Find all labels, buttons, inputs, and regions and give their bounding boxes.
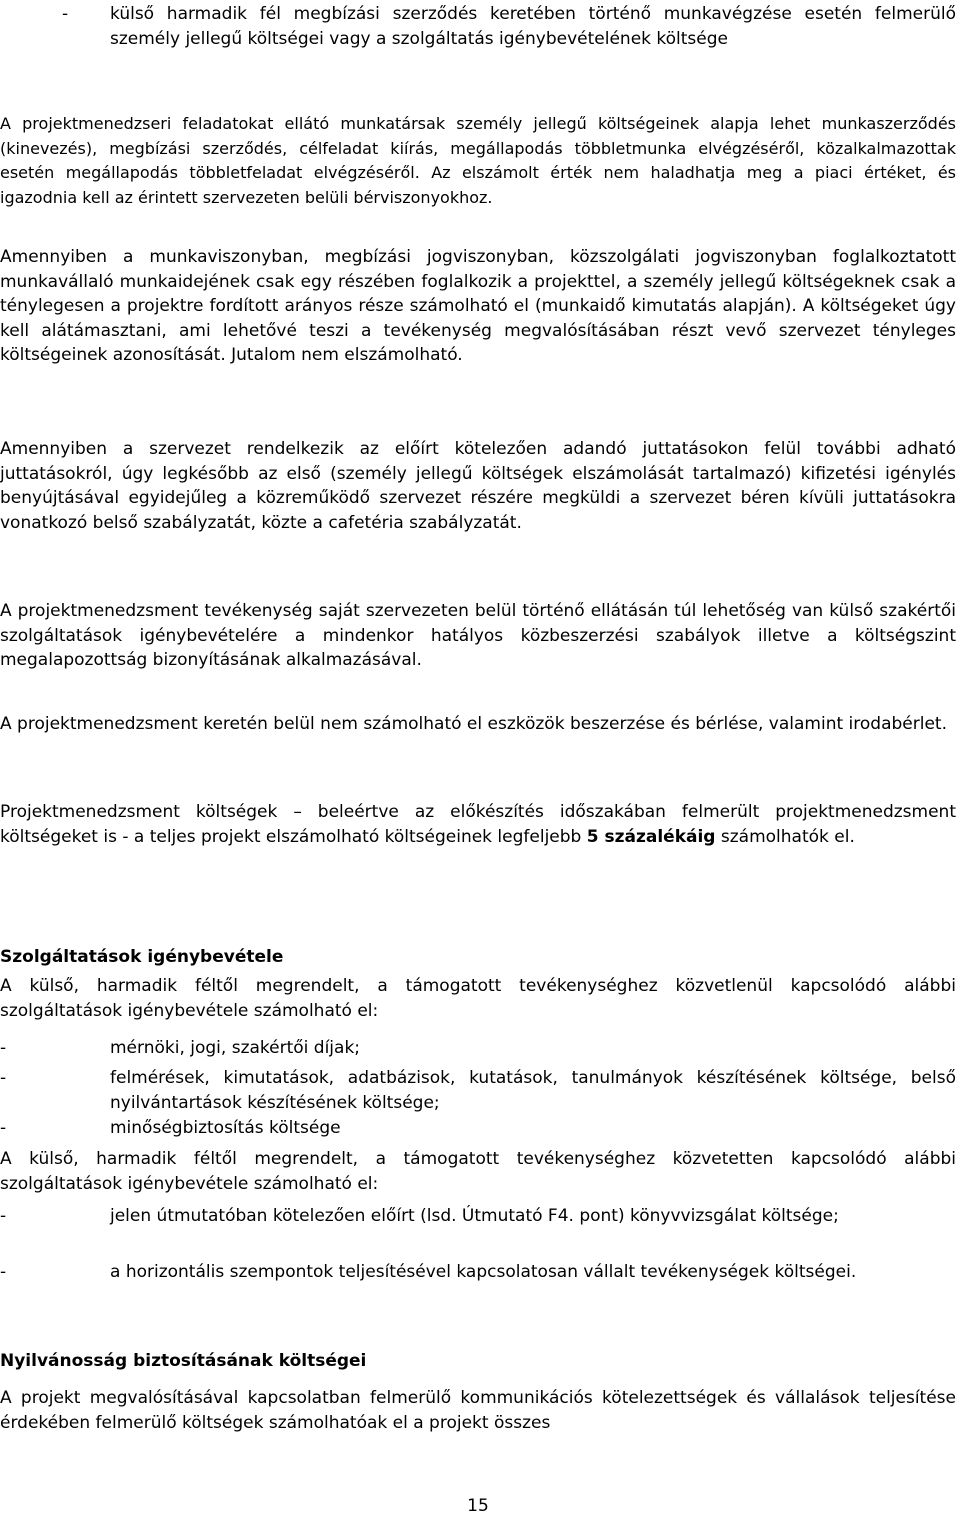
section-heading-services: Szolgáltatások igénybevétele [0, 947, 284, 967]
list-item-text: jelen útmutatóban kötelezően előírt (lsd. Útmutató F4. pont) könyvvizsgálat költsége; [110, 1206, 839, 1226]
list-dash: - [62, 4, 69, 24]
publicity-text: A projekt megvalósításával kapcsolatban felmerülő kommunikációs kötelezettségek és vállalások teljesítése érdekében felmerülő költségek számolhatóak el a projekt összes [0, 1388, 956, 1433]
pm-limit-percentage: 5 százalékáig [586, 826, 716, 847]
list-item-text: külső harmadik fél megbízási szerződés keretében történő munkavégzése esetén felmerülő személy jellegű költségei vagy a szolgáltatás igénybevételének költsége [110, 4, 956, 49]
services-indirect-intro: A külső, harmadik féltől megrendelt, a támogatott tevékenységhez közvetetten kapcsolódó alábbi szolgáltatások igénybevétele számolható el: [0, 1149, 956, 1194]
list-item [0, 2, 956, 77]
list-item-text: felmérések, kimutatások, adatbázisok, kutatások, tanulmányok készítésének költsége, belső nyilvántartások készítésének költsége; [110, 1068, 956, 1113]
paragraph-staff-costs: A projektmenedzseri feladatokat ellátó munkatársak személy jellegű költségeinek alapja lehet munkaszerződés (kinevezés), megbízási szerződés, célfeladat kiírás, megállapodás többletmunka elvégzéséről, közalkalmazottak esetén megállapodás többletfeladat elvégzéséről. Az elszámolt érték nem haladhatja meg a piaci értéket, és igazodnia kell az érintett szervezeten belüli bérviszonyokhoz. [0, 114, 956, 207]
paragraph-partial-employment: Amennyiben a munkaviszonyban, megbízási jogviszonyban, közszolgálati jogviszonyban foglalkoztatott munkavállaló munkaidejének csak egy részében foglalkozik a projekttel, a személy jellegű költségeknek csak a ténylegesen a projektre fordított arányos része számolható el (munkaidő kimutatás alapján). A költségeket úgy kell alátámasztani, ami lehetővé teszi a tevékenység megvalósításában részt vevő szervezet tényleges költségeinek azonosítását. Jutalom nem elszámolható. [0, 247, 956, 365]
list-dash: - [0, 1038, 7, 1058]
paragraph-benefits: Amennyiben a szervezet rendelkezik az előírt kötelezően adandó juttatásokon felül további adható juttatásokról, úgy legkésőbb az első (személy jellegű költségek elszámolását tartalmazó) kifizetési igénylés benyújtásával egyidejűleg a közreműködő szervezet részére megküldi a szervezet béren kívüli juttatásokra vonatkozó belső szabályzatát, közte a cafetéria szabályzatát. [0, 439, 956, 533]
pm-limit-text-before: Projektmenedzsment költségek – beleértve az előkészítés időszakában felmerült projektmenedzsment költségeket is - a teljes projekt elszámolható költségeinek legfeljebb [0, 802, 956, 847]
list-dash: - [0, 1118, 7, 1138]
list-item-text: minőségbiztosítás költsége [110, 1118, 341, 1138]
services-direct-intro: A külső, harmadik féltől megrendelt, a támogatott tevékenységhez közvetlenül kapcsolódó alábbi szolgáltatások igénybevétele számolható el: [0, 976, 956, 1021]
list-dash: - [0, 1068, 7, 1088]
section-heading-publicity: Nyilvánosság biztosításának költségei [0, 1351, 367, 1371]
page-number: 15 [467, 1496, 489, 1516]
list-item-text: mérnöki, jogi, szakértői díjak; [110, 1038, 361, 1058]
pm-limit-text-after: számolhatók el. [715, 826, 855, 847]
list-dash: - [0, 1206, 7, 1226]
list-item-text: a horizontális szempontok teljesítésével kapcsolatosan vállalt tevékenységek költségei. [110, 1262, 857, 1282]
paragraph-external-experts: A projektmenedzsment tevékenység saját szervezeten belül történő ellátásán túl lehetőség van külső szakértői szolgáltatások igénybevételére a mindenkor hatályos közbeszerzési szabályok illetve a költségszint megalapozottság bizonyításának alkalmazásával. [0, 601, 956, 670]
paragraph-pm-cost-limit [0, 800, 956, 849]
list-dash: - [0, 1262, 7, 1282]
paragraph-no-equipment: A projektmenedzsment keretén belül nem számolható el eszközök beszerzése és bérlése, valamint irodabérlet. [0, 714, 947, 734]
